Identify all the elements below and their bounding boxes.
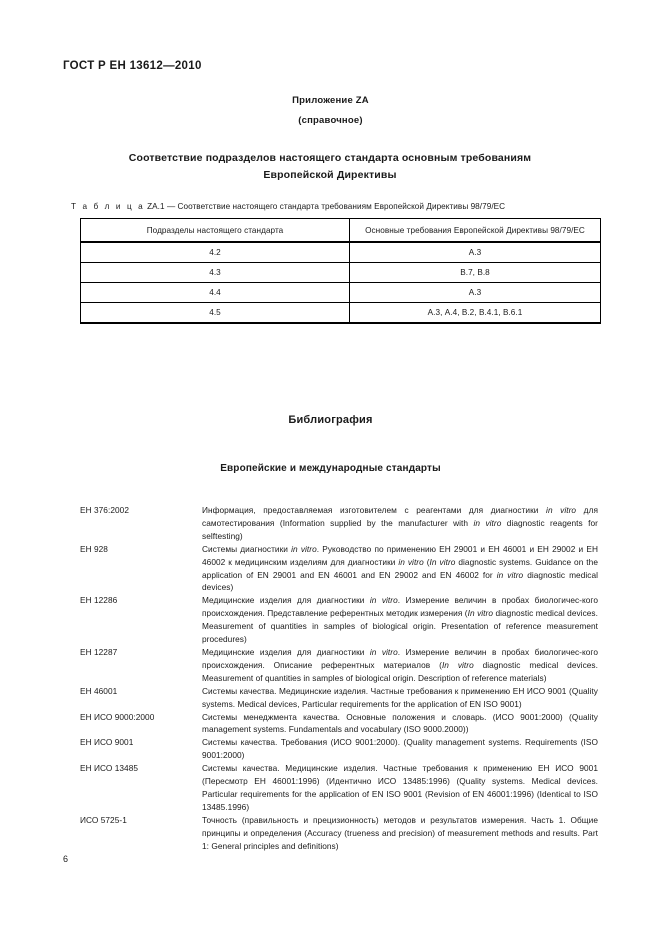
annex-subtitle: (справочное) <box>298 115 363 126</box>
bibliography-reference: ЕН ИСО 9001 <box>80 737 134 748</box>
bibliography-text: Системы качества. Требования (ИСО 9001:2000). (Quality management systems. Requirements (ISO 9001:2000) <box>202 737 598 761</box>
bibliography-reference: ЕН ИСО 13485 <box>80 763 139 774</box>
bibliography-reference: ЕН ИСО 9000:2000 <box>80 711 155 722</box>
conformance-table-body <box>81 219 601 324</box>
conformance-table <box>80 218 601 324</box>
table-cell-requirement: В.7, В.8 <box>350 263 601 283</box>
table-cell-subclause: 4.2 <box>81 242 350 263</box>
bibliography-text: Системы качества. Медицинские изделия. Частные требования к применению ЕН ИСО 9001 (Quality systems. Medical devices, Particular requirements for the application of EN ISO 9001) <box>202 685 598 709</box>
table-caption <box>71 202 505 211</box>
annex-main-heading-line1: Соответствие подразделов настоящего стандарта основным требованиям <box>128 152 532 164</box>
list-item <box>80 711 598 737</box>
annex-main-heading <box>80 150 580 184</box>
bibliography-text: Информация, предоставляемая изготовителем с реагентами для диагностики in vitro для самотестирования (Information supplied by the manufacturer with in vitro diagnostic reagents for selftesting) <box>202 505 599 541</box>
list-item <box>80 814 598 853</box>
list-item <box>80 685 598 711</box>
page-number: 6 <box>63 854 69 864</box>
table-header-row <box>81 219 601 243</box>
annex-heading-block <box>0 95 661 126</box>
bibliography-text: Точность (правильность и прецизионность) методов и результатов измерения. Часть 1. Общие принципы и определения (Accuracy (trueness and precision) of measurement methods and results. Part 1: General principles and definitions) <box>202 814 598 851</box>
list-item <box>80 543 598 595</box>
list-item <box>80 594 598 646</box>
annex-title: Приложение ZA <box>292 95 369 106</box>
bibliography-reference: ЕН 12286 <box>80 595 118 606</box>
table-header-requirements: Основные требования Европейской Директивы 98/79/ЕС <box>350 219 601 243</box>
bibliography-reference: ИСО 5725-1 <box>80 814 127 825</box>
bibliography-text: Системы менеджмента качества. Основные положения и словарь. (ИСО 9001:2000) (Quality management systems. Fundamentals and vocabulary (ISO 9000.2000)) <box>202 711 598 735</box>
bibliography-title: Библиография <box>288 414 373 426</box>
list-item <box>80 736 598 762</box>
list-item <box>80 504 598 543</box>
bibliography-text: Системы диагностики in vitro. Руководство по применению ЕН 29001 и ЕН 46001 и ЕН 29002 и ЕН 46002 к медицинским изделиям для диагностики in vitro (In vitro diagnostic systems. Guidance on the application of EN 29001 and EN 46001 and EN 29002 and EN 46002 for in vitro diagnostic medical devices) <box>202 543 599 593</box>
bibliography-reference: ЕН 46001 <box>80 685 118 696</box>
annex-main-heading-line2: Европейской Директивы <box>263 169 397 181</box>
table-row <box>81 283 601 303</box>
list-item <box>80 762 598 814</box>
table-cell-requirement: А.3 <box>350 242 601 263</box>
list-item <box>80 646 598 685</box>
table-cell-subclause: 4.4 <box>81 283 350 303</box>
table-cell-subclause: 4.5 <box>81 303 350 324</box>
bibliography-text: Медицинские изделия для диагностики in vitro. Измерение величин в пробах биологичес-кого происхождения. Описание референтных материалов (In vitro diagnostic medical devices. Measurement of quantities in samples of biological origin. Description of reference materials) <box>202 646 598 683</box>
table-row <box>81 242 601 263</box>
table-row <box>81 303 601 324</box>
bibliography-reference: ЕН 376:2002 <box>80 505 129 515</box>
table-caption-rest: ZA.1 — Соответствие настоящего стандарта требованиям Европейской Директивы 98/79/ЕС <box>147 202 506 211</box>
bibliography-subtitle: Европейские и международные стандарты <box>220 463 441 474</box>
table-cell-subclause: 4.3 <box>81 263 350 283</box>
table-caption-prefix: Т а б л и ц а <box>71 202 145 211</box>
table-cell-requirement: А.3, А.4, В.2, В.4.1, В.6.1 <box>350 303 601 324</box>
document-header: ГОСТ Р ЕН 13612—2010 <box>63 60 202 72</box>
table-cell-requirement: А.3 <box>350 283 601 303</box>
bibliography-list <box>80 504 598 852</box>
bibliography-text: Системы качества. Медицинские изделия. Частные требования к применению ЕН ИСО 9001 (Пересмотр ЕН 46001:1996) (Идентично ИСО 13485:1996) (Quality systems. Medical devices. Particular requirements for the application of EN ISO 9001 (Revision of EN 46001:1996) (Identical to ISO 13485.1996) <box>202 763 598 812</box>
bibliography-reference: ЕН 12287 <box>80 646 118 657</box>
bibliography-reference: ЕН 928 <box>80 543 108 554</box>
table-header-subclauses: Подразделы настоящего стандарта <box>81 219 350 243</box>
table-row <box>81 263 601 283</box>
bibliography-text: Медицинские изделия для диагностики in vitro. Измерение величин в пробах биологичес-кого происхождения. Представление референтных методик измерения (In vitro diagnostic medical devices. Measurement of quantities in samples of biological origin. Presentation of reference measurement procedures) <box>202 595 598 645</box>
